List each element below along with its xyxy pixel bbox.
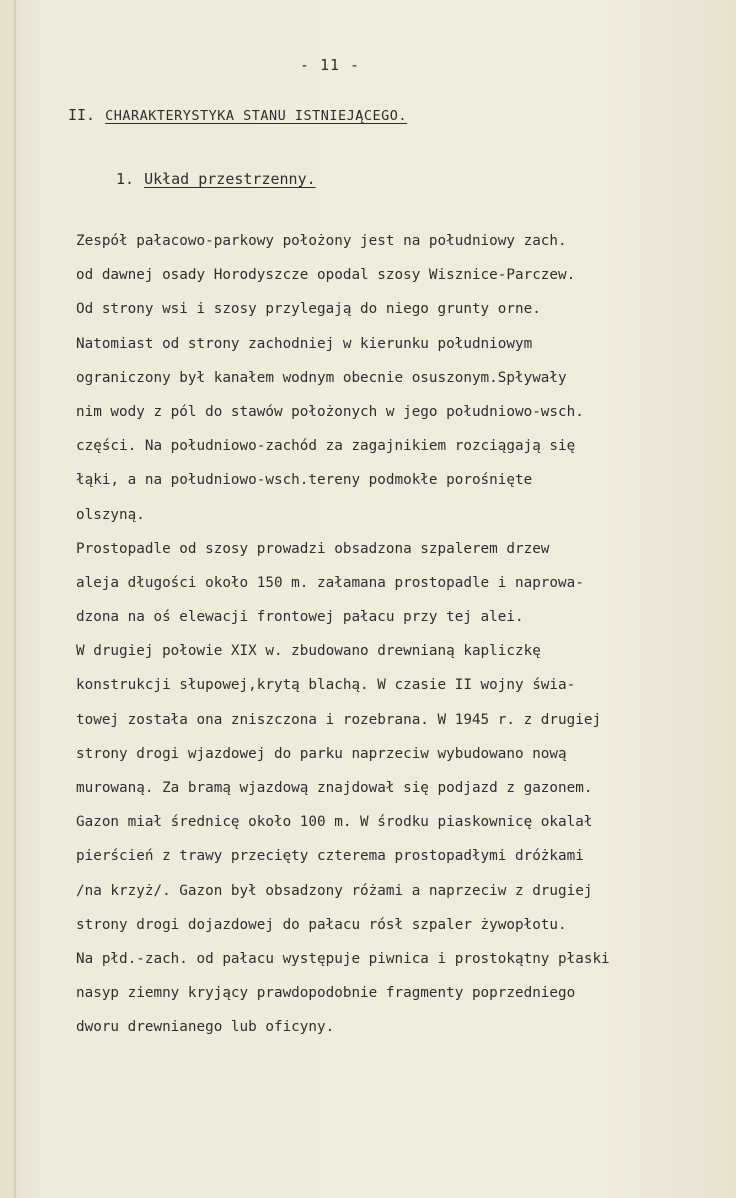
text-line: strony drogi dojazdowej do pałacu rósł szpaler żywopłotu. <box>76 916 567 933</box>
subsection-title: Układ przestrzenny. <box>144 170 316 188</box>
text-line: Gazon miał średnicę około 100 m. W środku piaskownicę okalał <box>76 814 593 831</box>
text-line: od dawnej osady Horodyszcze opodal szosy Wisznice-Parczew. <box>76 267 576 284</box>
text-line: dzona na oś elewacji frontowej pałacu przy tej alei. <box>76 609 524 626</box>
text-line: Od strony wsi i szosy przylegają do niego grunty orne. <box>76 301 541 318</box>
section-number: II. <box>68 106 96 124</box>
text-line: pierścień z trawy przecięty czterema prostopadłymi dróżkami <box>76 848 584 865</box>
subsection-heading <box>116 170 316 188</box>
text-line: nasyp ziemny kryjący prawdopodobnie fragmenty poprzedniego <box>76 985 576 1002</box>
page-number: - 11 - <box>299 56 361 74</box>
text-line: części. Na południowo-zachód za zagajnikiem rozciągają się <box>76 438 576 455</box>
text-line: olszyną. <box>76 506 145 523</box>
section-title: CHARAKTERYSTYKA STANU ISTNIEJĄCEGO. <box>105 108 408 124</box>
text-line: Prostopadle od szosy prowadzi obsadzona szpalerem drzew <box>76 540 550 557</box>
section-heading <box>68 106 407 124</box>
text-line: W drugiej połowie XIX w. zbudowano drewnianą kapliczkę <box>76 643 541 660</box>
text-line: ograniczony był kanałem wodnym obecnie osuszonym.Spływały <box>76 369 567 386</box>
text-line: towej została ona zniszczona i rozebrana. W 1945 r. z drugiej <box>76 711 602 728</box>
subsection-number: 1. <box>116 170 135 188</box>
text-line: konstrukcji słupowej,krytą blachą. W czasie II wojny świa- <box>76 677 576 694</box>
text-line: strony drogi wjazdowej do parku naprzeciw wybudowano nową <box>76 745 567 762</box>
text-line: /na krzyż/. Gazon był obsadzony różami a naprzeciw z drugiej <box>76 882 593 899</box>
binding-edge <box>14 0 16 1198</box>
text-line: nim wody z pól do stawów położonych w jego południowo-wsch. <box>76 403 584 420</box>
text-line: Natomiast od strony zachodniej w kierunku południowym <box>76 335 533 352</box>
text-line: Zespół pałacowo-parkowy położony jest na południowy zach. <box>76 233 567 249</box>
text-line: murowaną. Za bramą wjazdową znajdował się podjazd z gazonem. <box>76 780 593 796</box>
body-text <box>76 224 726 1045</box>
text-line: dworu drewnianego lub oficyny. <box>76 1019 335 1036</box>
text-line: łąki, a na południowo-wsch.tereny podmokłe porośnięte <box>76 472 533 489</box>
text-line: aleja długości około 150 m. załamana prostopadle i naprowa- <box>76 574 584 591</box>
text-line: Na płd.-zach. od pałacu występuje piwnica i prostokątny płaski <box>76 950 610 967</box>
